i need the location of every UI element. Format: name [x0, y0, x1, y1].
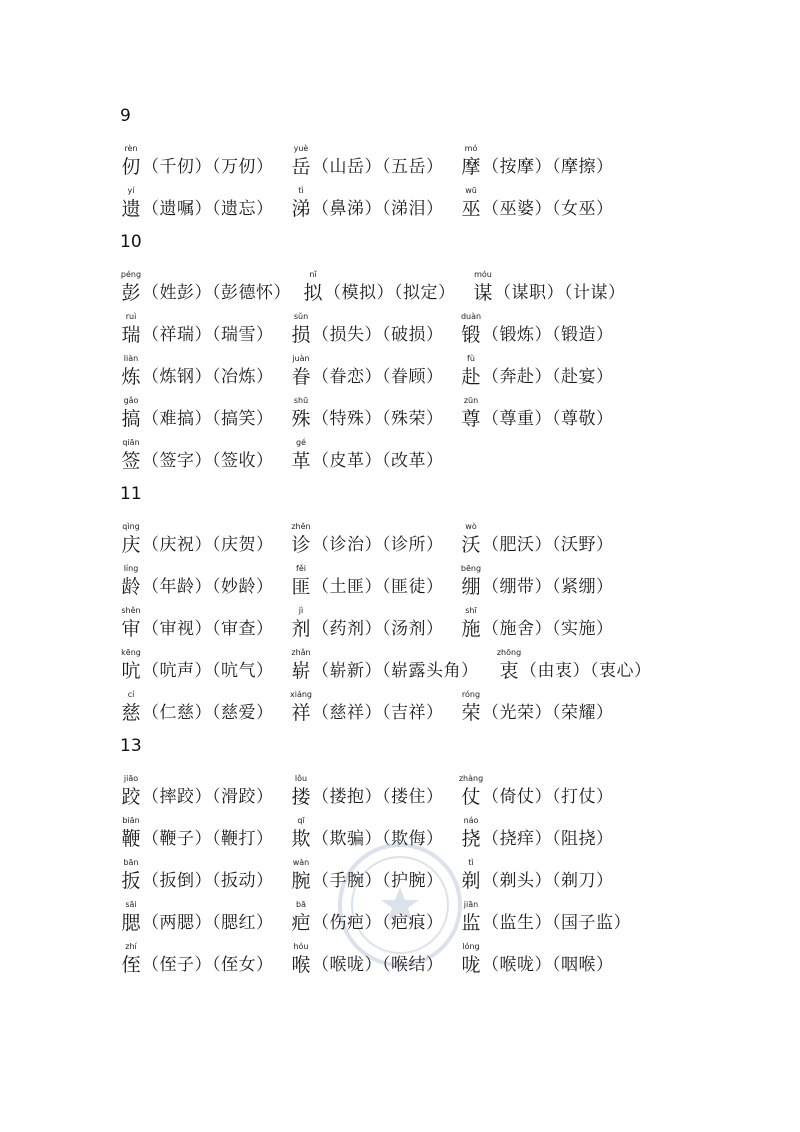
pinyin: fù — [467, 354, 475, 363]
pinyin: liàn — [123, 354, 139, 363]
pinyin: qiān — [122, 438, 140, 447]
vocab-entry — [290, 858, 444, 892]
character-with-pinyin — [120, 438, 142, 472]
hanzi-character: 吭 — [121, 660, 141, 682]
pinyin: qìng — [122, 522, 140, 531]
hanzi-character: 侄 — [121, 954, 141, 976]
section-number: 10 — [120, 232, 142, 252]
example-words: （鼻涕）（涕泪） — [312, 199, 444, 219]
section-number: 13 — [120, 736, 142, 756]
character-with-pinyin — [120, 858, 142, 892]
character-with-pinyin — [498, 648, 520, 682]
hanzi-character: 扳 — [121, 870, 141, 892]
pinyin: yí — [127, 186, 135, 195]
example-words: （祥瑞）（瑞雪） — [142, 325, 274, 345]
pinyin: yuè — [293, 144, 309, 153]
example-words: （姓彭）（彭德怀） — [142, 283, 291, 303]
example-words: （两腮）（腮红） — [142, 913, 274, 933]
character-with-pinyin — [460, 858, 482, 892]
hanzi-character: 炼 — [121, 366, 141, 388]
example-words: （肥沃）（沃野） — [482, 535, 614, 555]
hanzi-character: 疤 — [291, 912, 311, 934]
vocab-entry — [460, 564, 614, 598]
example-words: （伤疤）（疤痕） — [312, 913, 444, 933]
example-words: （挠痒）（阻挠） — [482, 829, 614, 849]
section-number: 9 — [120, 106, 131, 126]
vocab-entry — [290, 606, 444, 640]
hanzi-character: 尊 — [461, 408, 481, 430]
vocab-entry — [460, 900, 631, 934]
vocab-entry — [302, 270, 456, 304]
section-number: 11 — [120, 484, 142, 504]
pinyin: shěn — [121, 606, 141, 615]
vocab-entry — [290, 816, 444, 850]
example-words: （吭声）（吭气） — [142, 661, 274, 681]
hanzi-character: 剃 — [461, 870, 481, 892]
hanzi-character: 谋 — [473, 282, 493, 304]
hanzi-character: 巫 — [461, 198, 481, 220]
hanzi-character: 损 — [291, 324, 311, 346]
pinyin: zūn — [463, 396, 479, 405]
hanzi-character: 衷 — [499, 660, 519, 682]
example-words: （仁慈）（慈爱） — [142, 703, 274, 723]
character-with-pinyin — [290, 942, 312, 976]
character-with-pinyin — [120, 690, 142, 724]
vocab-entry — [120, 438, 274, 472]
pinyin: tì — [298, 186, 304, 195]
character-with-pinyin — [460, 900, 482, 934]
pinyin: jiāo — [123, 774, 139, 783]
vocab-entry — [120, 858, 274, 892]
vocab-entry — [290, 522, 444, 556]
vocab-entry — [460, 774, 614, 808]
example-words: （绷带）（紧绷） — [482, 577, 614, 597]
example-words: （遗嘱）（遗忘） — [142, 199, 274, 219]
example-words: （倚仗）（打仗） — [482, 787, 614, 807]
example-words: （庆祝）（庆贺） — [142, 535, 274, 555]
hanzi-character: 革 — [291, 450, 311, 472]
character-with-pinyin — [120, 186, 142, 220]
pinyin: wū — [465, 186, 477, 195]
hanzi-character: 崭 — [291, 660, 311, 682]
hanzi-character: 彭 — [121, 282, 141, 304]
character-with-pinyin — [120, 396, 142, 430]
character-with-pinyin — [120, 270, 142, 304]
pinyin: móu — [474, 270, 492, 279]
vocab-entry — [290, 690, 444, 724]
hanzi-character: 摩 — [461, 156, 481, 178]
character-with-pinyin — [290, 354, 312, 388]
pinyin: fěi — [296, 564, 306, 573]
pinyin: péng — [120, 270, 142, 279]
character-with-pinyin — [472, 270, 494, 304]
pinyin: lóng — [462, 942, 480, 951]
hanzi-character: 祥 — [291, 702, 311, 724]
hanzi-character: 搂 — [291, 786, 311, 808]
pinyin: qī — [297, 816, 305, 825]
example-words: （审视）（审查） — [142, 619, 274, 639]
vocab-entry — [120, 816, 274, 850]
example-words: （奔赴）（赴宴） — [482, 367, 614, 387]
character-with-pinyin — [120, 312, 142, 346]
hanzi-character: 挠 — [461, 828, 481, 850]
pinyin: biān — [122, 816, 140, 825]
vocab-entry — [120, 186, 274, 220]
example-words: （崭新）（崭露头角） — [312, 661, 479, 681]
vocab-entry — [460, 690, 614, 724]
example-words: （炼钢）（冶炼） — [142, 367, 274, 387]
example-words: （损失）（破损） — [312, 325, 444, 345]
character-with-pinyin — [120, 564, 142, 598]
pinyin: ruì — [125, 312, 137, 321]
example-words: （诊治）（诊所） — [312, 535, 444, 555]
example-words: （剃头）（剃刀） — [482, 871, 614, 891]
hanzi-character: 遗 — [121, 198, 141, 220]
vocab-entry — [120, 648, 274, 682]
character-with-pinyin — [290, 564, 312, 598]
hanzi-character: 鞭 — [121, 828, 141, 850]
character-with-pinyin — [290, 858, 312, 892]
character-with-pinyin — [290, 900, 312, 934]
character-with-pinyin — [290, 522, 312, 556]
example-words: （年龄）（妙龄） — [142, 577, 274, 597]
example-words: （慈祥）（吉祥） — [312, 703, 444, 723]
pinyin: shī — [465, 606, 477, 615]
character-with-pinyin — [290, 312, 312, 346]
hanzi-character: 沃 — [461, 534, 481, 556]
hanzi-character: 绷 — [461, 576, 481, 598]
character-with-pinyin — [460, 606, 482, 640]
example-words: （巫婆）（女巫） — [482, 199, 614, 219]
pinyin: tì — [468, 858, 474, 867]
vocab-entry — [460, 144, 614, 178]
vocab-entry — [120, 690, 274, 724]
pinyin: jiān — [463, 900, 479, 909]
pinyin: róng — [461, 690, 481, 699]
example-words: （谋职）（计谋） — [494, 283, 626, 303]
example-words: （搂抱）（搂住） — [312, 787, 444, 807]
example-words: （土匪）（匪徒） — [312, 577, 444, 597]
vocab-entry — [290, 774, 444, 808]
hanzi-character: 审 — [121, 618, 141, 640]
hanzi-character: 瑞 — [121, 324, 141, 346]
vocab-entry — [290, 396, 444, 430]
vocab-entry — [120, 942, 274, 976]
character-with-pinyin — [290, 774, 312, 808]
hanzi-character: 腮 — [121, 912, 141, 934]
example-words: （难搞）（搞笑） — [142, 409, 274, 429]
character-with-pinyin — [290, 144, 312, 178]
character-with-pinyin — [120, 774, 142, 808]
vocab-entry — [120, 564, 274, 598]
hanzi-character: 仗 — [461, 786, 481, 808]
pinyin: mó — [464, 144, 478, 153]
vocab-entry — [498, 648, 652, 682]
character-with-pinyin — [460, 774, 482, 808]
pinyin: duàn — [460, 312, 482, 321]
character-with-pinyin — [460, 354, 482, 388]
vocab-entry — [460, 354, 614, 388]
pinyin: cí — [127, 690, 135, 699]
example-words: （手腕）（护腕） — [312, 871, 444, 891]
hanzi-character: 搞 — [121, 408, 141, 430]
character-with-pinyin — [120, 900, 142, 934]
character-with-pinyin — [460, 816, 482, 850]
example-words: （眷恋）（眷顾） — [312, 367, 444, 387]
character-with-pinyin — [120, 144, 142, 178]
vocab-entry — [120, 900, 274, 934]
pinyin: jì — [298, 606, 304, 615]
vocab-entry — [120, 312, 274, 346]
hanzi-character: 剂 — [291, 618, 311, 640]
vocab-entry — [460, 606, 614, 640]
character-with-pinyin — [290, 396, 312, 430]
example-words: （千仞）（万仞） — [142, 157, 274, 177]
vocab-entry — [460, 312, 614, 346]
vocab-entry — [290, 564, 444, 598]
pinyin: rèn — [124, 144, 138, 153]
example-words: （喉咙）（喉结） — [312, 955, 444, 975]
character-with-pinyin — [290, 648, 312, 682]
vocab-entry — [290, 354, 444, 388]
pinyin: líng — [123, 564, 139, 573]
hanzi-character: 监 — [461, 912, 481, 934]
hanzi-character: 赴 — [461, 366, 481, 388]
character-with-pinyin — [120, 942, 142, 976]
hanzi-character: 仞 — [121, 156, 141, 178]
vocab-entry — [290, 144, 444, 178]
character-with-pinyin — [120, 816, 142, 850]
hanzi-character: 诊 — [291, 534, 311, 556]
example-words: （锻炼）（锻造） — [482, 325, 614, 345]
vocab-entry — [290, 900, 444, 934]
pinyin: kēng — [121, 648, 141, 657]
character-with-pinyin — [290, 690, 312, 724]
pinyin: zhōng — [496, 648, 522, 657]
character-with-pinyin — [120, 606, 142, 640]
pinyin: lǒu — [294, 774, 308, 783]
example-words: （摔跤）（滑跤） — [142, 787, 274, 807]
example-words: （鞭子）（鞭打） — [142, 829, 274, 849]
example-words: （光荣）（荣耀） — [482, 703, 614, 723]
character-with-pinyin — [290, 606, 312, 640]
character-with-pinyin — [460, 396, 482, 430]
vocab-entry — [290, 186, 444, 220]
example-words: （特殊）（殊荣） — [312, 409, 444, 429]
example-words: （按摩）（摩擦） — [482, 157, 614, 177]
pinyin: juàn — [292, 354, 310, 363]
character-with-pinyin — [302, 270, 324, 304]
vocab-entry — [460, 816, 614, 850]
example-words: （药剂）（汤剂） — [312, 619, 444, 639]
character-with-pinyin — [460, 690, 482, 724]
example-words: （尊重）（尊敬） — [482, 409, 614, 429]
hanzi-character: 腕 — [291, 870, 311, 892]
character-with-pinyin — [460, 312, 482, 346]
character-with-pinyin — [460, 522, 482, 556]
pinyin: zhàng — [458, 774, 484, 783]
vocab-entry — [290, 438, 444, 472]
pinyin: sāi — [125, 900, 137, 909]
vocab-entry — [290, 312, 444, 346]
example-words: （欺骗）（欺侮） — [312, 829, 444, 849]
hanzi-character: 荣 — [461, 702, 481, 724]
hanzi-character: 欺 — [291, 828, 311, 850]
vocab-entry — [460, 396, 614, 430]
character-with-pinyin — [120, 354, 142, 388]
hanzi-character: 龄 — [121, 576, 141, 598]
pinyin: zhí — [125, 942, 137, 951]
pinyin: bā — [296, 900, 306, 909]
vocab-entry — [460, 858, 614, 892]
character-with-pinyin — [290, 438, 312, 472]
hanzi-character: 眷 — [291, 366, 311, 388]
example-words: （模拟）（拟定） — [324, 283, 456, 303]
vocab-entry — [120, 522, 274, 556]
example-words: （侄子）（侄女） — [142, 955, 274, 975]
character-with-pinyin — [460, 942, 482, 976]
hanzi-character: 庆 — [121, 534, 141, 556]
pinyin: gǎo — [123, 396, 139, 405]
hanzi-character: 施 — [461, 618, 481, 640]
vocab-entry — [120, 774, 274, 808]
hanzi-character: 匪 — [291, 576, 311, 598]
character-with-pinyin — [460, 564, 482, 598]
vocab-entry — [120, 144, 274, 178]
hanzi-character: 岳 — [291, 156, 311, 178]
pinyin: nǐ — [309, 270, 317, 279]
character-with-pinyin — [120, 522, 142, 556]
character-with-pinyin — [290, 816, 312, 850]
pinyin: wàn — [292, 858, 310, 867]
example-words: （施舍）（实施） — [482, 619, 614, 639]
hanzi-character: 跤 — [121, 786, 141, 808]
vocab-entry — [472, 270, 626, 304]
example-words: （监生）（国子监） — [482, 913, 631, 933]
pinyin: wò — [465, 522, 477, 531]
pinyin: xiáng — [289, 690, 312, 699]
example-words: （皮革）（改革） — [312, 451, 444, 471]
example-words: （扳倒）（扳动） — [142, 871, 274, 891]
character-with-pinyin — [120, 648, 142, 682]
example-words: （喉咙）（咽喉） — [482, 955, 614, 975]
character-with-pinyin — [460, 144, 482, 178]
pinyin: náo — [463, 816, 479, 825]
vocab-entry — [120, 396, 274, 430]
vocab-entry — [290, 648, 479, 682]
vocab-entry — [460, 942, 614, 976]
vocab-entry — [290, 942, 444, 976]
hanzi-character: 咙 — [461, 954, 481, 976]
hanzi-character: 拟 — [303, 282, 323, 304]
vocab-entry — [460, 186, 614, 220]
pinyin: bēng — [460, 564, 482, 573]
example-words: （签字）（签收） — [142, 451, 274, 471]
vocab-entry — [120, 270, 291, 304]
hanzi-character: 锻 — [461, 324, 481, 346]
example-words: （由衷）（衷心） — [520, 661, 652, 681]
pinyin: bān — [123, 858, 139, 867]
pinyin: zhěn — [291, 522, 311, 531]
hanzi-character: 慈 — [121, 702, 141, 724]
pinyin: gé — [296, 438, 306, 447]
pinyin: shū — [293, 396, 309, 405]
hanzi-character: 涕 — [291, 198, 311, 220]
hanzi-character: 签 — [121, 450, 141, 472]
pinyin: hóu — [293, 942, 309, 951]
vocab-entry — [460, 522, 614, 556]
example-words: （山岳）（五岳） — [312, 157, 444, 177]
character-with-pinyin — [290, 186, 312, 220]
vocab-entry — [120, 354, 274, 388]
pinyin: sǔn — [293, 312, 309, 321]
character-with-pinyin — [460, 186, 482, 220]
pinyin: zhǎn — [291, 648, 311, 657]
hanzi-character: 喉 — [291, 954, 311, 976]
vocab-entry — [120, 606, 274, 640]
hanzi-character: 殊 — [291, 408, 311, 430]
